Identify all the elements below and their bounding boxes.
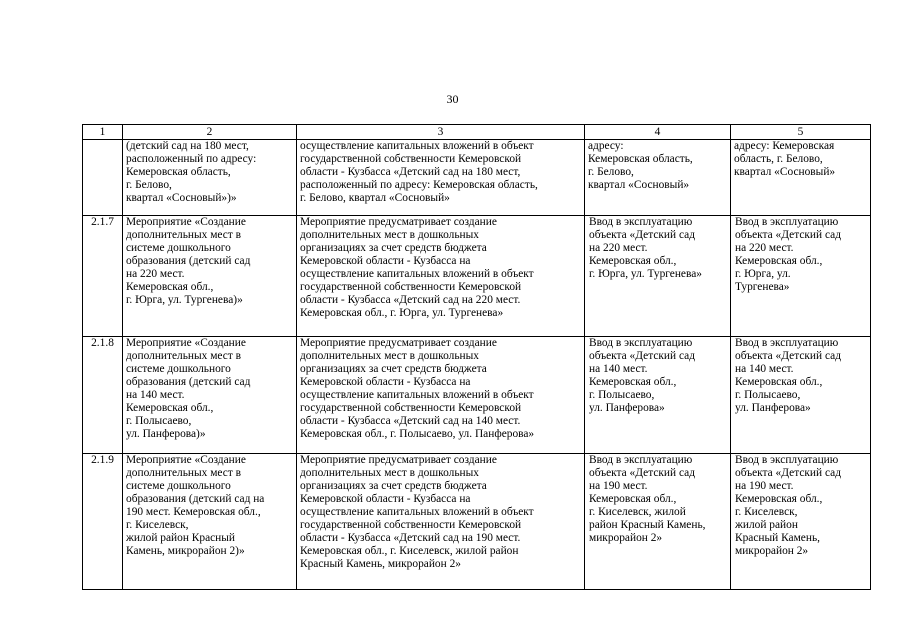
table-row	[83, 216, 871, 337]
event-cell: (детский сад на 180 мест, расположенный по адресу: Кемеровская область, г. Белово, квартал «Сосновый»)»	[123, 140, 297, 216]
description-cell: Мероприятие предусматривает создание дополнительных мест в дошкольных организациях за счет средств бюджета Кемеровской области - Кузбасса на осуществление капитальных вложений в объект государственной собственности Кемеровской области - Кузбасса «Детский сад на 140 мест. Кемеровская обл., г. Полысаево, ул. Панферова»	[297, 337, 585, 454]
row-number-cell: 2.1.7	[83, 216, 123, 337]
description-cell: Мероприятие предусматривает создание дополнительных мест в дошкольных организациях за счет средств бюджета Кемеровской области - Кузбасса на осуществление капитальных вложений в объект государственной собственности Кемеровской области - Кузбасса «Детский сад на 190 мест. Кемеровская обл., г. Киселевск, жилой район Красный Камень, микрорайон 2»	[297, 454, 585, 590]
row-number-cell	[83, 140, 123, 216]
result-cell: Ввод в эксплуатацию объекта «Детский сад на 140 мест. Кемеровская обл., г. Полысаево, ул. Панферова»	[585, 337, 731, 454]
table-header-row	[83, 125, 871, 140]
header-cell: 4	[585, 125, 731, 140]
indicator-cell: Ввод в эксплуатацию объекта «Детский сад на 190 мест. Кемеровская обл., г. Киселевск, жилой район Красный Камень, микрорайон 2»	[731, 454, 871, 590]
indicator-cell: адресу: Кемеровская область, г. Белово, квартал «Сосновый»	[731, 140, 871, 216]
result-cell: Ввод в эксплуатацию объекта «Детский сад на 220 мест. Кемеровская обл., г. Юрга, ул. Тургенева»	[585, 216, 731, 337]
event-cell: Мероприятие «Создание дополнительных мест в системе дошкольного образования (детский сад на 140 мест. Кемеровская обл., г. Полысаево, ул. Панферова)»	[123, 337, 297, 454]
event-cell: Мероприятие «Создание дополнительных мест в системе дошкольного образования (детский сад на 190 мест. Кемеровская обл., г. Киселевск, жилой район Красный Камень, микрорайон 2)»	[123, 454, 297, 590]
result-cell: Ввод в эксплуатацию объекта «Детский сад на 190 мест. Кемеровская обл., г. Киселевск, жилой район Красный Камень, микрорайон 2»	[585, 454, 731, 590]
row-number-cell: 2.1.8	[83, 337, 123, 454]
page-number: 30	[446, 92, 459, 106]
row-number-cell: 2.1.9	[83, 454, 123, 590]
program-measures-table	[82, 124, 871, 590]
table-row	[83, 337, 871, 454]
header-cell: 1	[83, 125, 123, 140]
header-cell: 3	[297, 125, 585, 140]
header-cell: 5	[731, 125, 871, 140]
indicator-cell: Ввод в эксплуатацию объекта «Детский сад на 220 мест. Кемеровская обл., г. Юрга, ул. Тургенева»	[731, 216, 871, 337]
indicator-cell: Ввод в эксплуатацию объекта «Детский сад на 140 мест. Кемеровская обл., г. Полысаево, ул. Панферова»	[731, 337, 871, 454]
table-row	[83, 454, 871, 590]
table-row	[83, 140, 871, 216]
event-cell: Мероприятие «Создание дополнительных мест в системе дошкольного образования (детский сад на 220 мест. Кемеровская обл., г. Юрга, ул. Тургенева)»	[123, 216, 297, 337]
description-cell: осуществление капитальных вложений в объект государственной собственности Кемеровской области - Кузбасса «Детский сад на 180 мест, расположенный по адресу: Кемеровская область, г. Белово, квартал «Сосновый»	[297, 140, 585, 216]
description-cell: Мероприятие предусматривает создание дополнительных мест в дошкольных организациях за счет средств бюджета Кемеровской области - Кузбасса на осуществление капитальных вложений в объект государственной собственности Кемеровской области - Кузбасса «Детский сад на 220 мест. Кемеровская обл., г. Юрга, ул. Тургенева»	[297, 216, 585, 337]
header-cell: 2	[123, 125, 297, 140]
result-cell: адресу: Кемеровская область, г. Белово, квартал «Сосновый»	[585, 140, 731, 216]
